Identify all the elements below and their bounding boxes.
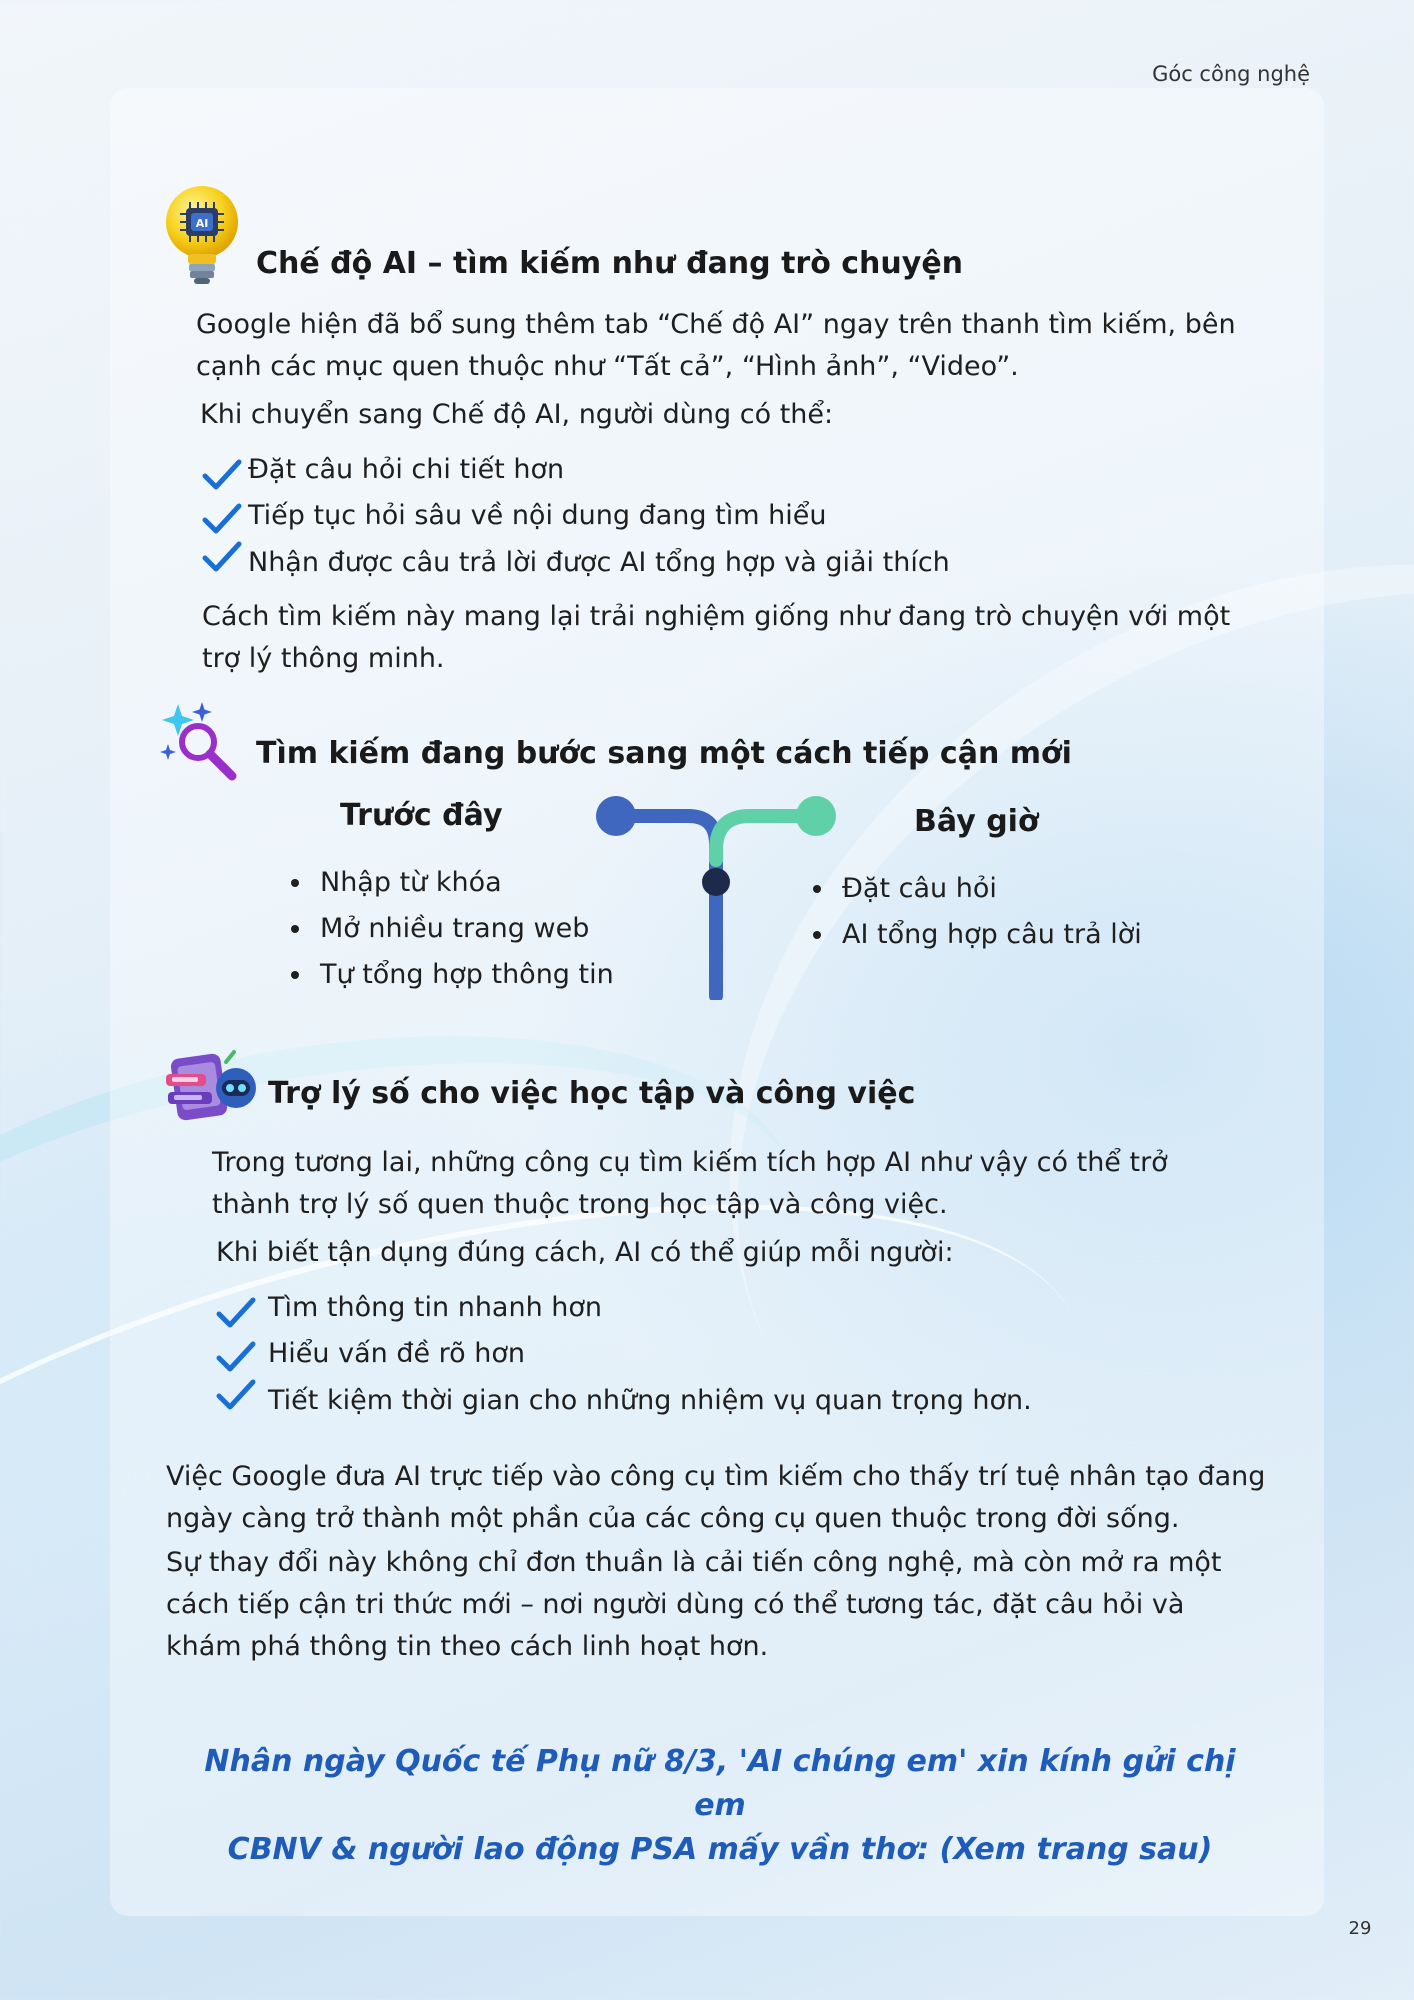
section3-title: Trợ lý số cho việc học tập và công việc	[268, 1076, 916, 1111]
section3-item: Tiết kiệm thời gian cho những nhiệm vụ quan trọng hơn.	[268, 1385, 1032, 1416]
list-item: • AI tổng hợp câu trả lời	[836, 912, 1142, 958]
lightbulb-ai-icon	[162, 184, 242, 288]
section3-lead: Khi biết tận dụng đúng cách, AI có thể giúp mỗi người:	[216, 1237, 954, 1268]
closing-line-1: Nhân ngày Quốc tế Phụ nữ 8/3, 'AI chúng em' xin kính gửi chị em	[204, 1744, 1236, 1823]
digital-assistant-icon	[164, 1050, 260, 1126]
check-icon	[202, 540, 242, 574]
list-item: • Đặt câu hỏi	[836, 866, 1142, 912]
closing-line-2: CBNV & người lao động PSA mấy vần thơ: (Xem trang sau)	[227, 1832, 1213, 1867]
closing-note	[180, 1740, 1260, 1872]
check-icon	[216, 1378, 256, 1412]
section1-item: Nhận được câu trả lời được AI tổng hợp và giải thích	[248, 547, 950, 578]
ai-chip-label: AI	[195, 217, 209, 230]
conclusion-paragraph-1: Việc Google đưa AI trực tiếp vào công cụ tìm kiếm cho thấy trí tuệ nhân tạo đang ngày càng trở thành một phần của các công cụ quen thuộc trong đời sống.	[166, 1461, 1266, 1534]
section-header-label: Góc công nghệ	[1152, 62, 1310, 86]
list-item: • Mở nhiều trang web	[314, 906, 614, 952]
check-icon	[202, 458, 242, 492]
section1-intro: Google hiện đã bổ sung thêm tab “Chế độ AI” ngay trên thanh tìm kiếm, bên cạnh các mục quen thuộc như “Tất cả”, “Hình ảnh”, “Video”.	[196, 309, 1236, 382]
section3-item: Hiểu vấn đề rõ hơn	[268, 1338, 526, 1369]
section3-intro: Trong tương lai, những công cụ tìm kiếm tích hợp AI như vậy có thể trở thành trợ lý số quen thuộc trong học tập và công việc.	[212, 1147, 1168, 1220]
before-column-title: Trước đây	[340, 798, 503, 833]
section1-lead: Khi chuyển sang Chế độ AI, người dùng có thể:	[200, 399, 834, 430]
check-icon	[216, 1296, 256, 1330]
sparkle-search-icon	[158, 700, 242, 784]
check-icon	[202, 502, 242, 536]
section1-outro: Cách tìm kiếm này mang lại trải nghiệm giống như đang trò chuyện với một trợ lý thông minh.	[202, 601, 1231, 674]
page-number: 29	[1348, 1918, 1372, 1939]
list-item: • Tự tổng hợp thông tin	[314, 952, 614, 998]
section3-item: Tìm thông tin nhanh hơn	[268, 1292, 603, 1323]
list-item: • Nhập từ khóa	[314, 860, 614, 906]
section1-item: Đặt câu hỏi chi tiết hơn	[248, 454, 565, 485]
section2-title: Tìm kiếm đang bước sang một cách tiếp cận mới	[256, 736, 1072, 771]
check-icon	[216, 1340, 256, 1374]
now-column-title: Bây giờ	[914, 804, 1039, 839]
section1-title: Chế độ AI – tìm kiếm như đang trò chuyện	[256, 246, 964, 281]
section1-item: Tiếp tục hỏi sâu về nội dung đang tìm hiểu	[248, 500, 827, 531]
now-list	[800, 866, 1142, 958]
conclusion-paragraph-2: Sự thay đổi này không chỉ đơn thuần là cải tiến công nghệ, mà còn mở ra một cách tiếp cận tri thức mới – nơi người dùng có thể tương tác, đặt câu hỏi và khám phá thông tin theo cách linh hoạt hơn.	[166, 1547, 1222, 1662]
before-list	[278, 860, 614, 998]
